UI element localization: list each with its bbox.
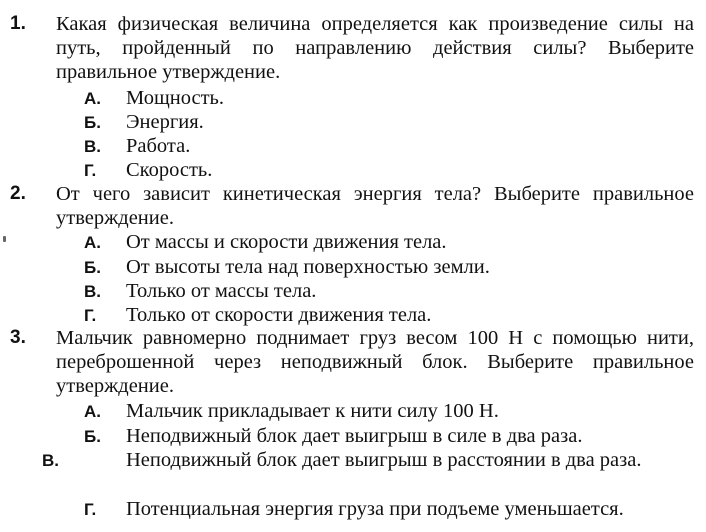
answer-option (84, 86, 694, 111)
option-text: Скорость. (126, 159, 213, 181)
option-label: Г. (84, 306, 97, 325)
option-text: Мальчик прикладывает к нити силу 100 Н. (126, 400, 499, 422)
answer-option (84, 158, 694, 183)
option-text: Потенциальная энергия груза при подъеме уменьшается. (126, 498, 624, 520)
option-label: А. (84, 233, 101, 252)
option-label: А. (84, 89, 101, 108)
option-label: А. (84, 402, 101, 421)
answer-option (84, 497, 694, 522)
option-label: Г. (84, 161, 97, 180)
answer-option (84, 303, 694, 328)
option-label: Б. (84, 258, 101, 277)
question-number: 3. (10, 327, 26, 348)
answer-option (84, 279, 694, 304)
answer-option (42, 448, 706, 473)
option-text: Энергия. (126, 111, 204, 133)
option-text: Мощность. (126, 87, 225, 109)
option-text: Только от массы тела. (126, 280, 317, 302)
option-label: В. (84, 282, 101, 301)
question-text: Мальчик равномерно поднимает груз весом 100 Н с помощью нити, переброшенной через неподвижный блок. Выберите правильное утверждение. (56, 327, 694, 398)
question-number: 1. (10, 13, 26, 34)
option-text: От массы и скорости движения тела. (126, 231, 447, 253)
option-text: Неподвижный блок дает выигрыш в силе в два раза. (126, 425, 583, 447)
answer-option (84, 134, 694, 159)
answer-option (84, 230, 694, 255)
question-text: Какая физическая величина определяется как произведение силы на путь, пройденный по направлению действия силы? Выберите правильное утверждение. (56, 13, 694, 84)
answer-option (84, 110, 694, 135)
option-label: Б. (84, 427, 101, 446)
question-number: 2. (10, 183, 26, 204)
answer-option (84, 424, 694, 449)
option-label: Б. (84, 113, 101, 132)
option-text: Работа. (126, 135, 191, 157)
option-label: В. (42, 451, 59, 470)
scan-speck (3, 236, 6, 242)
option-label: В. (84, 137, 101, 156)
option-text: Неподвижный блок дает выигрыш в расстоянии в два раза. (126, 449, 642, 471)
question-text: От чего зависит кинетическая энергия тела? Выберите правильное утверждение. (56, 183, 694, 230)
option-text: Только от скорости движения тела. (126, 304, 432, 326)
answer-option (84, 255, 694, 280)
option-label: Г. (84, 500, 97, 519)
option-text: От высоты тела над поверхностью земли. (126, 256, 490, 278)
answer-option (84, 399, 694, 424)
